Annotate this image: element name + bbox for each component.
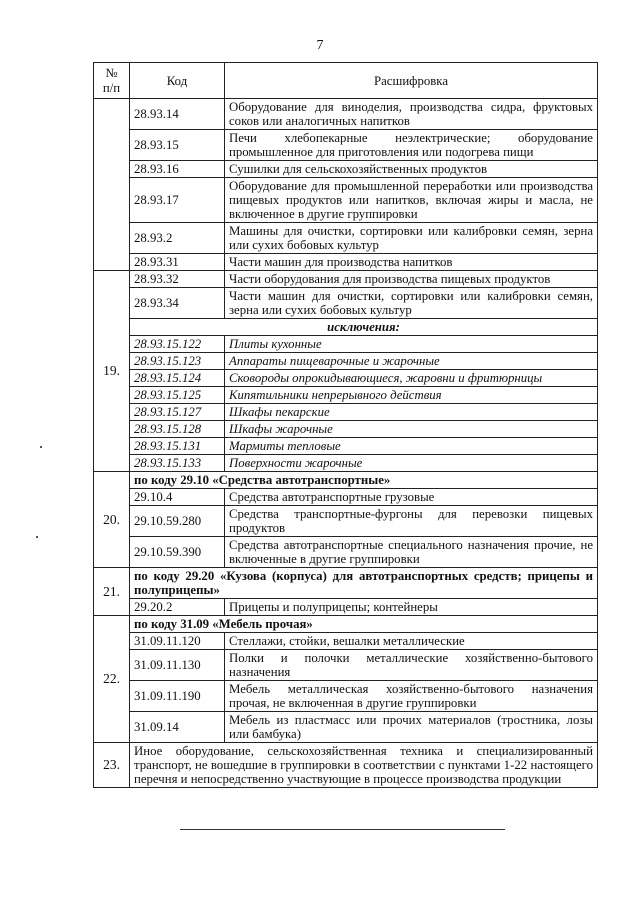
code-cell: 28.93.31 [130, 254, 225, 271]
table-row [94, 633, 598, 650]
table-row [94, 537, 598, 568]
desc-cell: Части машин для очистки, сортировки или калибровки семян, зерна или сухих бобовых культур [225, 288, 598, 319]
table-row [94, 161, 598, 178]
code-cell: 28.93.32 [130, 271, 225, 288]
code-cell: 29.20.2 [130, 599, 225, 616]
desc-cell: Машины для очистки, сортировки или калибровки семян, зерна или сухих бобовых культур [225, 223, 598, 254]
desc-cell: Оборудование для виноделия, производства сидра, фруктовых соков или аналогичных напитков [225, 99, 598, 130]
table-header-row [94, 63, 598, 99]
table-row [94, 743, 598, 788]
exceptions-label: исключения: [130, 319, 598, 336]
group-number-20: 20. [94, 472, 130, 568]
table-row [94, 650, 598, 681]
table-row [94, 489, 598, 506]
code-cell: 28.93.15.131 [130, 438, 225, 455]
desc-cell: Печи хлебопекарные неэлектрические; оборудование промышленное для приготовления или подогрева пищи [225, 130, 598, 161]
code-cell: 28.93.34 [130, 288, 225, 319]
code-cell: 28.93.15.124 [130, 370, 225, 387]
header-code: Код [130, 63, 225, 99]
desc-cell: Средства автотранспортные грузовые [225, 489, 598, 506]
scan-mark [36, 536, 38, 538]
desc-cell: Аппараты пищеварочные и жарочные [225, 353, 598, 370]
code-cell: 28.93.15.122 [130, 336, 225, 353]
scan-mark [40, 446, 42, 448]
desc-cell: Иное оборудование, сельскохозяйственная техника и специализированный транспорт, не вошедшие в группировки в соответствии с пунктами 1-22 настоящего перечня и непосредственно участвующие в процессе производства продукции [130, 743, 598, 788]
desc-cell: Сковороды опрокидывающиеся, жаровни и фритюрницы [225, 370, 598, 387]
table-row [94, 455, 598, 472]
table-row [94, 387, 598, 404]
code-cell: 28.93.15.125 [130, 387, 225, 404]
group-heading: по коду 31.09 «Мебель прочая» [130, 616, 598, 633]
code-cell: 28.93.14 [130, 99, 225, 130]
page-number: 7 [316, 38, 324, 53]
code-cell: 31.09.11.120 [130, 633, 225, 650]
desc-cell: Стеллажи, стойки, вешалки металлические [225, 633, 598, 650]
table-row [94, 681, 598, 712]
table-row [94, 336, 598, 353]
table-row [94, 288, 598, 319]
group-number-23: 23. [94, 743, 130, 788]
classification-table [93, 62, 598, 788]
table-row [94, 438, 598, 455]
table-row [94, 421, 598, 438]
group-heading: по коду 29.20 «Кузова (корпуса) для автотранспортных средств; прицепы и полуприцепы» [130, 568, 598, 599]
header-num: № п/п [94, 63, 130, 99]
desc-cell: Мармиты тепловые [225, 438, 598, 455]
table-row [94, 712, 598, 743]
footer-line [180, 829, 505, 830]
code-cell: 29.10.59.280 [130, 506, 225, 537]
desc-cell: Мебель из пластмасс или прочих материалов (тростника, лозы или бамбука) [225, 712, 598, 743]
exceptions-row [94, 319, 598, 336]
group-heading-row [94, 616, 598, 633]
code-cell: 31.09.11.130 [130, 650, 225, 681]
code-cell: 31.09.11.190 [130, 681, 225, 712]
desc-cell: Мебель металлическая хозяйственно-бытового назначения прочая, не включенная в другие группировки [225, 681, 598, 712]
group-heading-row [94, 568, 598, 599]
group-heading: по коду 29.10 «Средства автотранспортные» [130, 472, 598, 489]
desc-cell: Сушилки для сельскохозяйственных продуктов [225, 161, 598, 178]
desc-cell: Оборудование для промышленной переработки или производства пищевых продуктов или напитков, включая жиры и масла, не включенное в другие группировки [225, 178, 598, 223]
desc-cell: Части машин для производства напитков [225, 254, 598, 271]
desc-cell: Полки и полочки металлические хозяйственно-бытового назначения [225, 650, 598, 681]
desc-cell: Плиты кухонные [225, 336, 598, 353]
group-number-22: 22. [94, 616, 130, 743]
desc-cell: Шкафы пекарские [225, 404, 598, 421]
code-cell: 28.93.2 [130, 223, 225, 254]
code-cell: 28.93.15.133 [130, 455, 225, 472]
desc-cell: Прицепы и полуприцепы; контейнеры [225, 599, 598, 616]
group-number-19: 19. [94, 271, 130, 472]
table-row [94, 178, 598, 223]
desc-cell: Средства транспортные-фургоны для перевозки пищевых продуктов [225, 506, 598, 537]
table-row [94, 254, 598, 271]
table-row [94, 271, 598, 288]
group-number-cell [94, 99, 130, 271]
table-row [94, 506, 598, 537]
table-row [94, 404, 598, 421]
header-desc: Расшифровка [225, 63, 598, 99]
code-cell: 29.10.59.390 [130, 537, 225, 568]
code-cell: 28.93.17 [130, 178, 225, 223]
table-row [94, 130, 598, 161]
code-cell: 28.93.15.127 [130, 404, 225, 421]
desc-cell: Кипятильники непрерывного действия [225, 387, 598, 404]
code-cell: 28.93.16 [130, 161, 225, 178]
desc-cell: Средства автотранспортные специального назначения прочие, не включенные в другие группировки [225, 537, 598, 568]
table-row [94, 370, 598, 387]
desc-cell: Шкафы жарочные [225, 421, 598, 438]
code-cell: 28.93.15.123 [130, 353, 225, 370]
desc-cell: Поверхности жарочные [225, 455, 598, 472]
code-cell: 28.93.15 [130, 130, 225, 161]
group-heading-row [94, 472, 598, 489]
table-row [94, 223, 598, 254]
group-number-21: 21. [94, 568, 130, 616]
code-cell: 28.93.15.128 [130, 421, 225, 438]
table-row [94, 599, 598, 616]
desc-cell: Части оборудования для производства пищевых продуктов [225, 271, 598, 288]
code-cell: 29.10.4 [130, 489, 225, 506]
table-row [94, 353, 598, 370]
table-row [94, 99, 598, 130]
code-cell: 31.09.14 [130, 712, 225, 743]
